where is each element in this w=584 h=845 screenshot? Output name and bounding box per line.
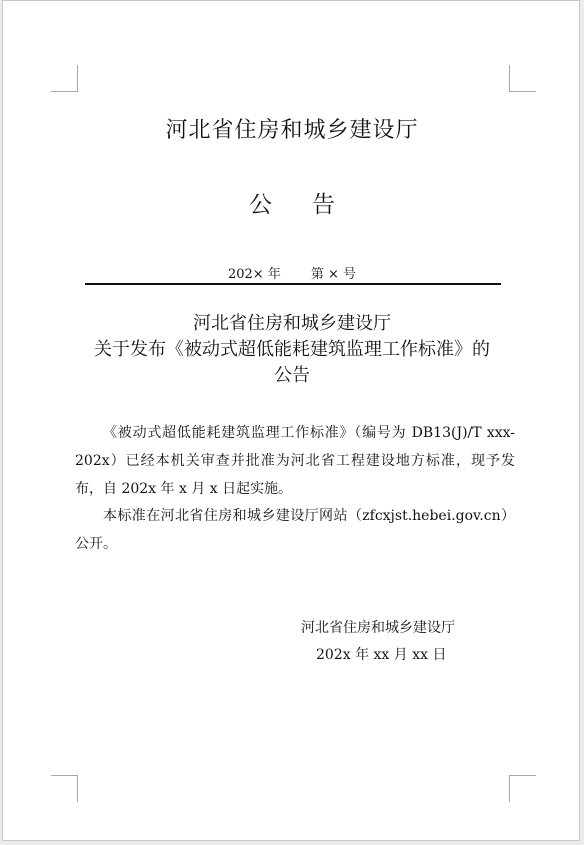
body-paragraph-1: 《被动式超低能耗建筑监理工作标准》（编号为 DB13(J)/T xxx-202x）已经本机关审查并批准为河北省工程建设地方标准，现予发布，自 202x 年 x 月 x 日起实施。 xyxy=(75,425,515,497)
margin-corner-top-right xyxy=(509,65,536,92)
header-rule xyxy=(85,283,501,285)
margin-corner-bottom-right xyxy=(509,775,536,802)
body-paragraph-2: 本标准在河北省住房和城乡建设厅网站（zfcxjst.hebei.gov.cn）公开。 xyxy=(75,508,515,552)
header-org-name: 河北省住房和城乡建设厅 xyxy=(165,118,419,143)
margin-corner-bottom-left xyxy=(51,775,78,802)
header-notice-label: 公告 xyxy=(249,192,375,218)
doc-number xyxy=(3,263,581,282)
title-line-3: 公告 xyxy=(274,365,310,386)
signature-org: 河北省住房和城乡建设厅 xyxy=(301,620,455,636)
margin-corner-top-left xyxy=(51,65,78,92)
title-line-2: 关于发布《被动式超低能耗建筑监理工作标准》的 xyxy=(94,339,490,360)
document-page xyxy=(2,0,580,841)
title-line-1: 河北省住房和城乡建设厅 xyxy=(193,313,391,334)
doc-number-serial: 第 × 号 xyxy=(310,267,356,282)
signature-date: 202x 年 xx 月 xx 日 xyxy=(316,647,447,663)
doc-number-year: 202× 年 xyxy=(227,267,281,282)
